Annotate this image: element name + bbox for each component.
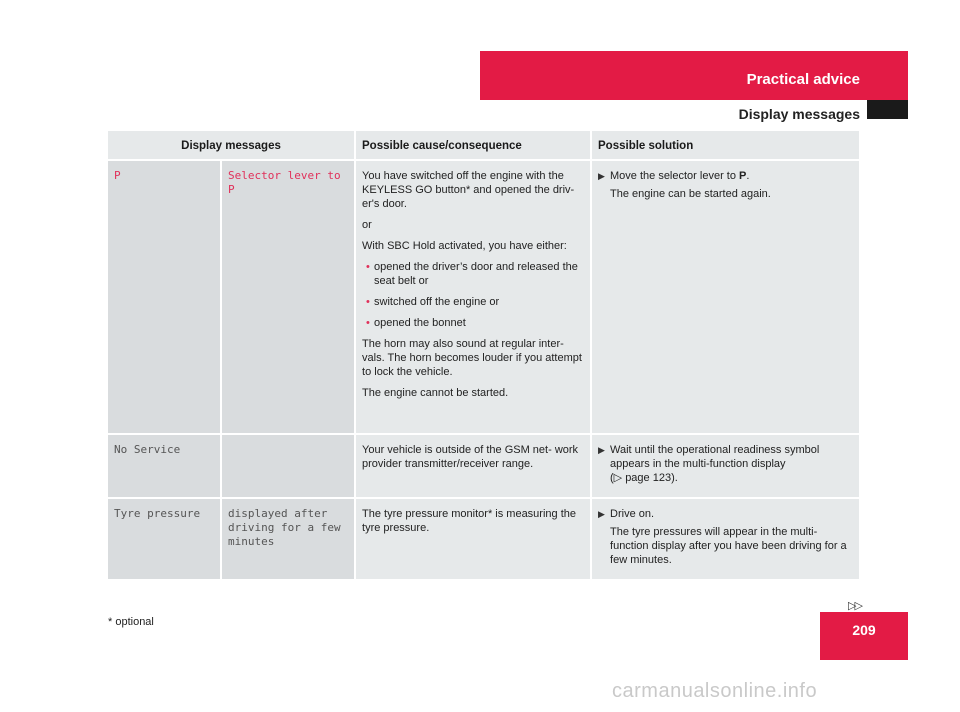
header-display-messages: Display messages (108, 131, 355, 160)
solution-cell (591, 160, 860, 434)
solution-note: The tyre pressures will appear in the multi- function display after you have been driving for a few minutes. (610, 526, 847, 566)
message-code: P (108, 160, 221, 434)
solution-cell (591, 498, 860, 580)
message-text: Selector lever to P (221, 160, 355, 434)
solution-cell (591, 434, 860, 498)
cause-text: The horn may also sound at regular inter- vals. The horn becomes louder if you attempt to lock the vehicle. (362, 338, 582, 378)
solution-step: ▶ Drive on. (598, 508, 655, 520)
cause-bullet: • opened the bonnet (366, 317, 466, 329)
bullet-dot-icon: • (366, 261, 370, 273)
cause-text: With SBC Hold activated, you have either: (362, 240, 567, 252)
header-banner (480, 51, 908, 100)
message-code: No Service (108, 434, 221, 498)
solution-step: ▶ Move the selector lever to P. (598, 170, 750, 182)
page-number: 209 (852, 622, 876, 638)
cause-text: or (362, 219, 372, 231)
banner-title: Practical advice (746, 71, 860, 88)
table-row (108, 498, 860, 580)
bullet-dot-icon: • (366, 296, 370, 308)
header-tab (867, 100, 908, 119)
arrow-step-icon: ▶ (598, 509, 605, 519)
arrow-step-icon: ▶ (598, 445, 605, 455)
header-possible-solution: Possible solution (591, 131, 860, 160)
cause-text: You have switched off the engine with the KEYLESS GO button* and opened the driv- er's door. (362, 170, 575, 210)
table-row (108, 434, 860, 498)
footnote: * optional (108, 616, 154, 628)
cause-bullet: • opened the driver’s door and released the seat belt or (366, 261, 578, 287)
cause-cell: The tyre pressure monitor* is measuring the tyre pressure. (355, 498, 591, 580)
watermark: carmanualsonline.info (612, 680, 818, 702)
solution-note: The engine can be started again. (610, 188, 771, 200)
continue-arrows-icon: ▷▷ (848, 600, 861, 612)
solution-step: ▶ Wait until the operational readiness symbol appears in the multi-function display (598, 444, 820, 470)
cause-text: The engine cannot be started. (362, 387, 509, 399)
header-possible-cause: Possible cause/consequence (355, 131, 591, 160)
cause-bullet: • switched off the engine or (366, 296, 500, 308)
message-text: displayed after driving for a few minutes (221, 498, 355, 580)
page-number-box (820, 612, 908, 660)
bullet-dot-icon: • (366, 317, 370, 329)
section-title: Display messages (738, 106, 860, 122)
cause-cell (355, 160, 591, 434)
arrow-step-icon: ▶ (598, 171, 605, 181)
message-code: Tyre pressure (108, 498, 221, 580)
cause-cell: Your vehicle is outside of the GSM net- work provider transmitter/receiver range. (355, 434, 591, 498)
display-messages-table (108, 131, 861, 581)
message-text (221, 434, 355, 498)
table-row (108, 160, 860, 434)
page-reference: (▷ page 123). (610, 472, 678, 484)
table-header-row (108, 131, 860, 160)
